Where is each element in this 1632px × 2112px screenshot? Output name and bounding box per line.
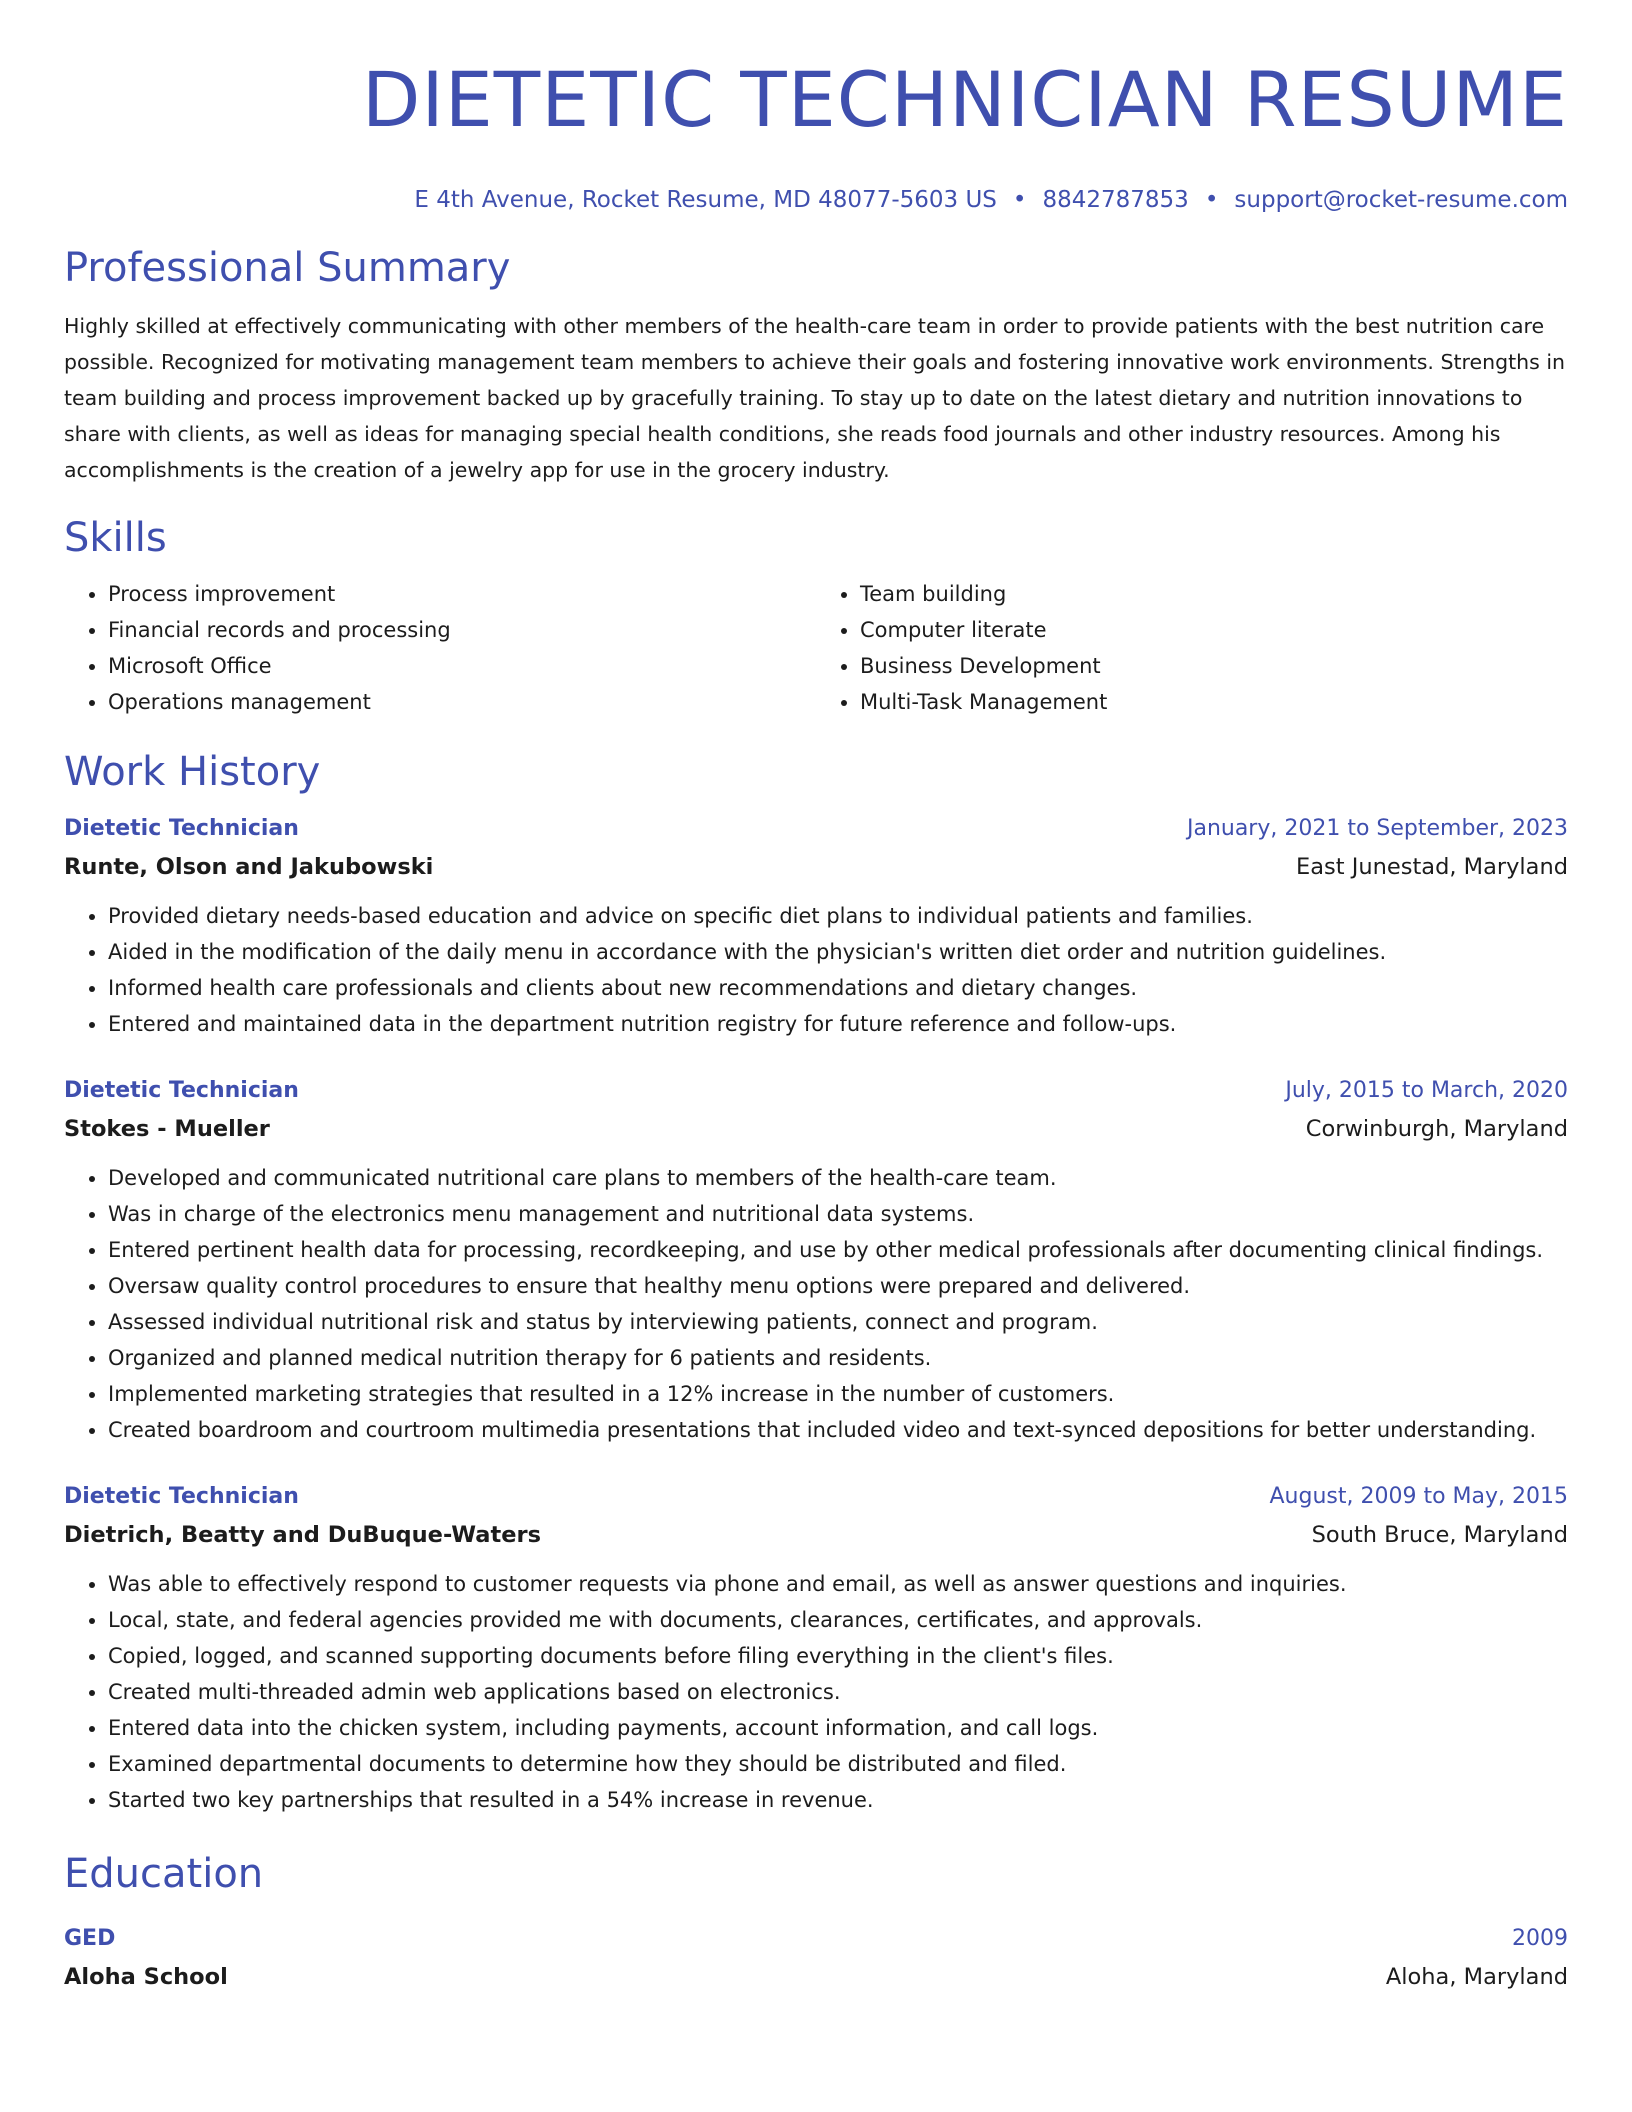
job-location: East Junestad, Maryland xyxy=(1296,854,1568,880)
contact-email[interactable]: support@rocket-resume.com xyxy=(1234,187,1568,213)
job-bullet: • Developed and communicated nutritional care plans to members of the health-care team. xyxy=(108,1160,1568,1196)
job-company: Stokes - Mueller xyxy=(64,1116,270,1142)
job-company: Dietrich, Beatty and DuBuque-Waters xyxy=(64,1522,541,1548)
job-bullets xyxy=(64,1160,1568,1448)
job-bullet: • Entered pertinent health data for processing, recordkeeping, and use by other medical professionals after documenting clinical findings. xyxy=(108,1232,1568,1268)
job-company-row xyxy=(64,848,1568,886)
skill-item: • Multi-Task Management xyxy=(860,684,1568,720)
skills-list xyxy=(64,576,1568,720)
skills-column-right xyxy=(816,576,1568,720)
job-bullet: • Was able to effectively respond to customer requests via phone and email, as well as answer questions and inquiries. xyxy=(108,1566,1568,1602)
job-bullet: • Informed health care professionals and clients about new recommendations and dietary changes. xyxy=(108,970,1568,1006)
job-entry xyxy=(64,1478,1568,1818)
job-bullet: • Created boardroom and courtroom multimedia presentations that included video and text-synced depositions for better understanding. xyxy=(108,1412,1568,1448)
job-bullet: • Entered data into the chicken system, including payments, account information, and call logs. xyxy=(108,1710,1568,1746)
job-entry xyxy=(64,1072,1568,1448)
job-bullet: • Implemented marketing strategies that resulted in a 12% increase in the number of customers. xyxy=(108,1376,1568,1412)
job-location: South Bruce, Maryland xyxy=(1311,1522,1568,1548)
job-dates: August, 2009 to May, 2015 xyxy=(1269,1484,1568,1509)
skill-item: • Computer literate xyxy=(860,612,1568,648)
education-header-row xyxy=(64,1920,1568,1958)
section-title-work-history: Work History xyxy=(64,749,321,795)
job-bullet: • Organized and planned medical nutrition therapy for 6 patients and residents. xyxy=(108,1340,1568,1376)
contact-line xyxy=(64,184,1568,216)
job-bullets xyxy=(64,898,1568,1042)
job-bullet: • Provided dietary needs-based education and advice on specific diet plans to individual patients and families. xyxy=(108,898,1568,934)
job-company: Runte, Olson and Jakubowski xyxy=(64,854,434,880)
resume-title: DIETETIC TECHNICIAN RESUME xyxy=(361,55,1568,144)
job-bullet: • Examined departmental documents to determine how they should be distributed and filed. xyxy=(108,1746,1568,1782)
skills-section xyxy=(64,512,1568,720)
job-bullet: • Entered and maintained data in the department nutrition registry for future reference and follow-ups. xyxy=(108,1006,1568,1042)
job-header-row xyxy=(64,1478,1568,1516)
summary-text: Highly skilled at effectively communicating with other members of the health-care team in order to provide patients with the best nutrition care possible. Recognized for motivating management team members to achieve their goals and fostering innovative work environments. Strengths in team building and process improvement backed up by gracefully training. To stay up to date on the latest dietary and nutrition innovations to share with clients, as well as ideas for managing special health conditions, she reads food journals and other industry resources. Among his accomplishments is the creation of a jewelry app for use in the grocery industry. xyxy=(64,314,1566,482)
job-title: Dietetic Technician xyxy=(64,1484,299,1509)
job-title: Dietetic Technician xyxy=(64,816,299,841)
job-bullet: • Aided in the modification of the daily menu in accordance with the physician's written diet order and nutrition guidelines. xyxy=(108,934,1568,970)
contact-phone: 8842787853 xyxy=(1042,187,1189,213)
job-bullet: • Was in charge of the electronics menu management and nutritional data systems. xyxy=(108,1196,1568,1232)
job-bullet: • Copied, logged, and scanned supporting documents before filing everything in the client's files. xyxy=(108,1638,1568,1674)
section-title-skills: Skills xyxy=(64,515,167,561)
job-location: Corwinburgh, Maryland xyxy=(1305,1116,1568,1142)
contact-address: E 4th Avenue, Rocket Resume, MD 48077-5603 US xyxy=(414,187,997,213)
skills-column-left xyxy=(64,576,816,720)
job-dates: January, 2021 to September, 2023 xyxy=(1186,816,1568,841)
job-entry xyxy=(64,810,1568,1042)
skill-item: • Financial records and processing xyxy=(108,612,816,648)
section-title-education: Education xyxy=(64,1851,264,1897)
work-history-section xyxy=(64,746,1568,1818)
education-school: Aloha School xyxy=(64,1964,228,1990)
skill-item: • Business Development xyxy=(860,648,1568,684)
contact-separator: • xyxy=(1204,187,1219,213)
summary-section xyxy=(64,242,1568,488)
education-section xyxy=(64,1848,1568,1996)
job-bullets xyxy=(64,1566,1568,1818)
education-year: 2009 xyxy=(1512,1926,1568,1951)
job-bullet: • Assessed individual nutritional risk and status by interviewing patients, connect and program. xyxy=(108,1304,1568,1340)
job-dates: July, 2015 to March, 2020 xyxy=(1285,1078,1568,1103)
skill-item: • Microsoft Office xyxy=(108,648,816,684)
education-entry xyxy=(64,1920,1568,1996)
job-company-row xyxy=(64,1110,1568,1148)
job-bullet: • Started two key partnerships that resulted in a 54% increase in revenue. xyxy=(108,1782,1568,1818)
education-degree: GED xyxy=(64,1926,116,1951)
skill-item: • Operations management xyxy=(108,684,816,720)
section-title-summary: Professional Summary xyxy=(64,245,511,291)
education-location: Aloha, Maryland xyxy=(1385,1964,1568,1990)
job-bullet: • Local, state, and federal agencies provided me with documents, clearances, certificates, and approvals. xyxy=(108,1602,1568,1638)
job-title: Dietetic Technician xyxy=(64,1078,299,1103)
job-bullet: • Oversaw quality control procedures to ensure that healthy menu options were prepared and delivered. xyxy=(108,1268,1568,1304)
job-company-row xyxy=(64,1516,1568,1554)
job-bullet: • Created multi-threaded admin web applications based on electronics. xyxy=(108,1674,1568,1710)
education-school-row xyxy=(64,1958,1568,1996)
contact-separator: • xyxy=(1012,187,1027,213)
job-header-row xyxy=(64,1072,1568,1110)
skill-item: • Team building xyxy=(860,576,1568,612)
job-header-row xyxy=(64,810,1568,848)
skill-item: • Process improvement xyxy=(108,576,816,612)
